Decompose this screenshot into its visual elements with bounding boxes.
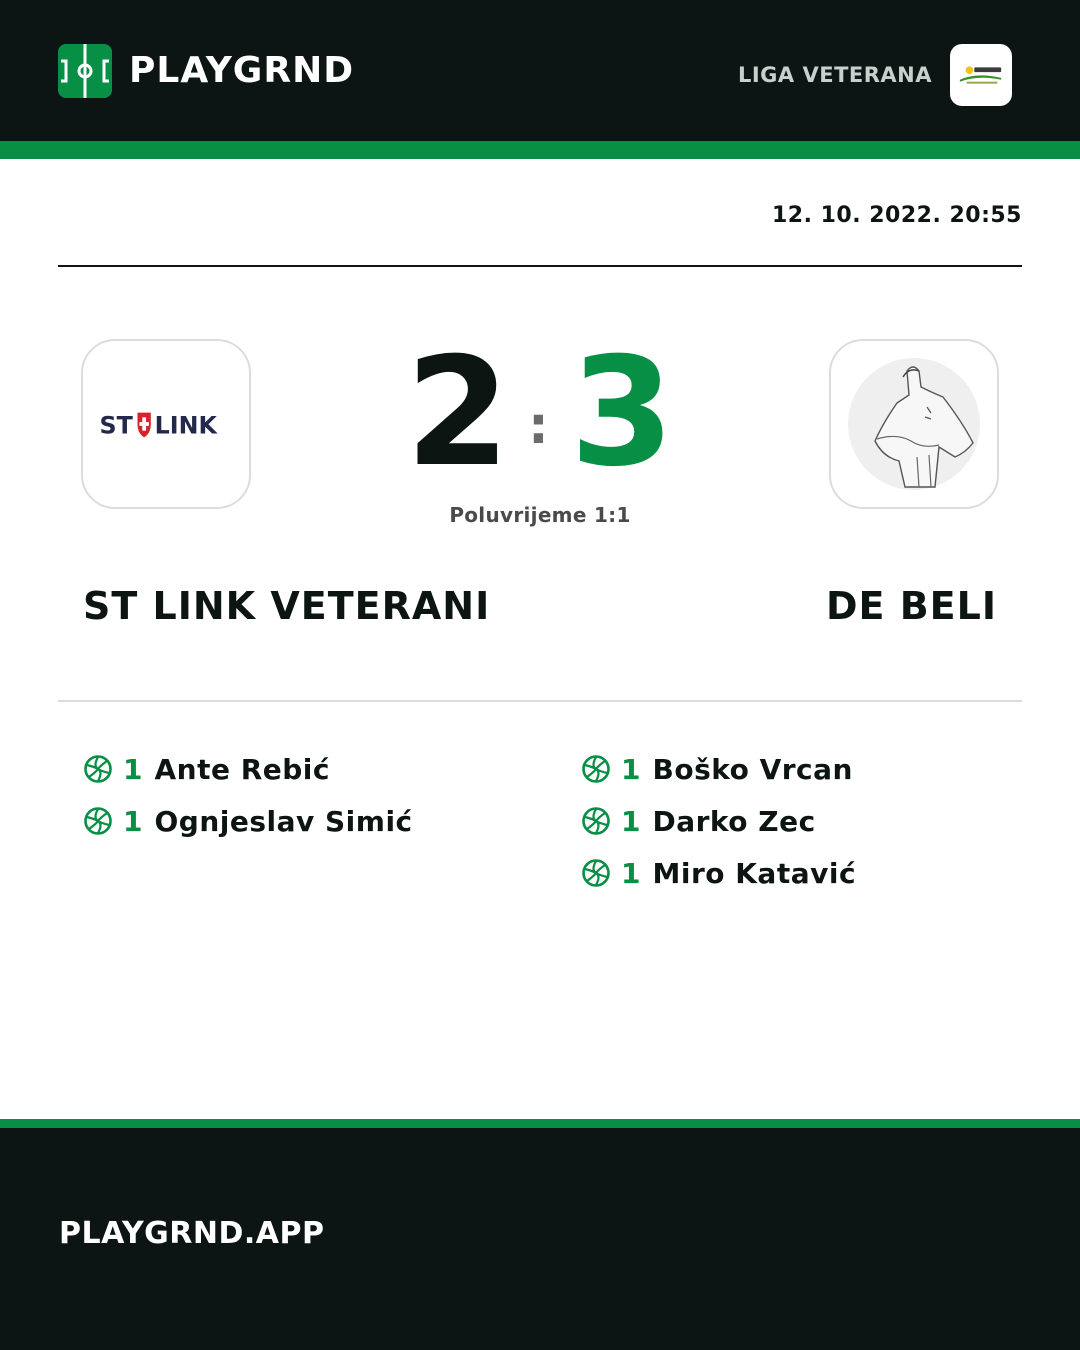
- de-beli-logo: [847, 357, 981, 491]
- svg-text:ST: ST: [99, 411, 133, 440]
- away-scorers-list: [581, 750, 1001, 906]
- footer-accent-stripe: [0, 1119, 1080, 1128]
- divider: [58, 265, 1022, 267]
- home-team-logo[interactable]: [81, 339, 251, 509]
- scoreboard: [400, 326, 680, 500]
- scorer-name: Ante Rebić: [154, 752, 330, 786]
- home-scorers-list: [83, 750, 503, 854]
- goal-count: 1: [621, 804, 641, 838]
- football-icon: [581, 858, 611, 888]
- scorer-name: Darko Zec: [652, 804, 816, 838]
- goal-count: 1: [123, 752, 143, 786]
- goal-count: 1: [123, 804, 143, 838]
- footer-site-link[interactable]: PLAYGRND.APP: [59, 1216, 325, 1251]
- football-icon: [581, 754, 611, 784]
- away-score: 3: [570, 326, 675, 500]
- scorer-row[interactable]: [83, 750, 503, 788]
- scorer-row[interactable]: [581, 802, 1001, 840]
- match-datetime: 12. 10. 2022. 20:55: [771, 203, 1022, 228]
- football-icon: [83, 806, 113, 836]
- scorer-name: Miro Katavić: [652, 856, 857, 890]
- home-score: 2: [405, 326, 510, 500]
- scorer-row[interactable]: [83, 802, 503, 840]
- goal-count: 1: [621, 856, 641, 890]
- brand[interactable]: [58, 44, 354, 98]
- stlink-logo: [99, 405, 233, 443]
- scorer-row[interactable]: [581, 854, 1001, 892]
- suncity-logo-mark: [957, 60, 1005, 90]
- pitch-icon: [58, 44, 112, 98]
- svg-text:LINK: LINK: [154, 411, 217, 440]
- football-icon: [581, 806, 611, 836]
- home-team-name[interactable]: ST LINK VETERANI: [83, 584, 491, 628]
- score-separator: :: [528, 396, 549, 456]
- scorer-name: Ognjeslav Simić: [154, 804, 413, 838]
- divider: [58, 700, 1022, 702]
- suncity-logo: [950, 44, 1012, 106]
- header-accent-stripe: [0, 141, 1080, 159]
- away-team-name[interactable]: DE BELI: [825, 584, 997, 628]
- scorer-name: Boško Vrcan: [652, 752, 853, 786]
- league-name: LIGA VETERANA: [737, 63, 932, 87]
- away-team-logo[interactable]: [829, 339, 999, 509]
- halftime-score: Poluvrijeme 1:1: [449, 503, 631, 527]
- football-icon: [83, 754, 113, 784]
- brand-name: PLAYGRND: [129, 50, 355, 91]
- scorer-row[interactable]: [581, 750, 1001, 788]
- league-badge[interactable]: [738, 44, 1012, 106]
- goal-count: 1: [621, 752, 641, 786]
